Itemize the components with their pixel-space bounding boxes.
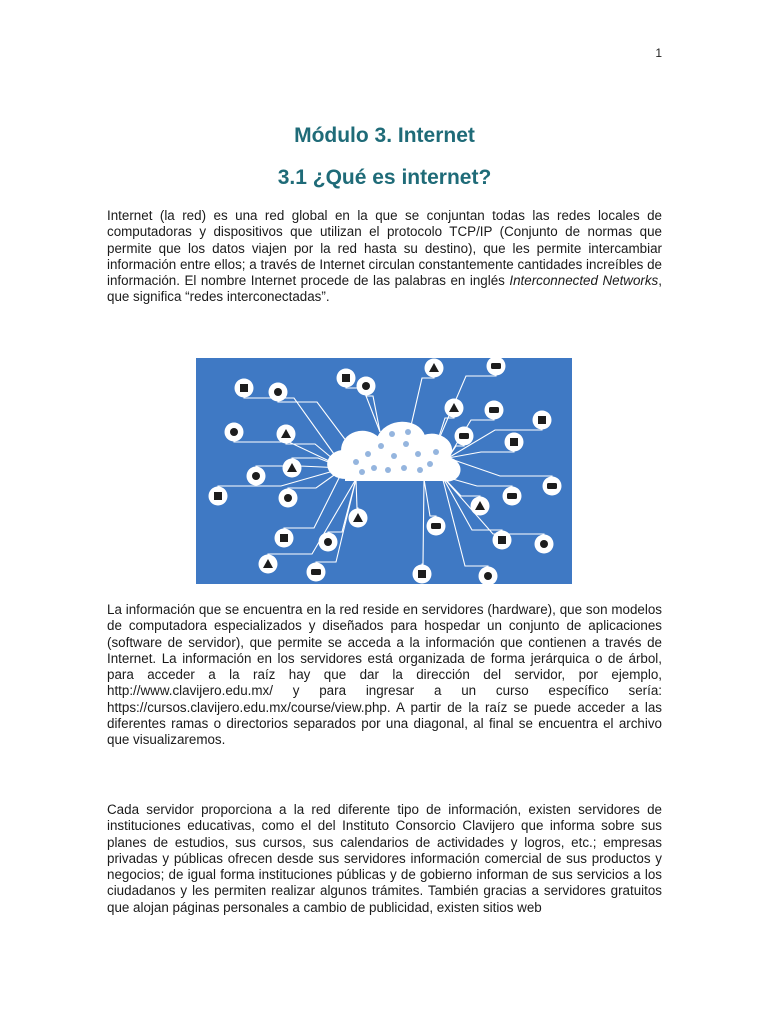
refrigerator-icon (505, 433, 524, 452)
microphone-icon (425, 359, 444, 378)
printer-icon (357, 377, 376, 396)
fan-icon (307, 563, 326, 582)
television-icon (259, 555, 278, 574)
game-controller-icon (277, 425, 296, 444)
lamp-icon (225, 423, 244, 442)
italic-term: Interconnected Networks (509, 273, 659, 289)
paragraph-intro (107, 208, 662, 306)
mobile-phone-icon (283, 459, 302, 478)
scale-icon (427, 517, 446, 536)
paragraph-servers: La información que se encuentra en la red reside en servidores (hardware), que son modelos de computadora especializados y diseñados para hospedar un conjunto de aplicaciones (software de servidor), que permite se acceda a la información que contienen a través de Internet. La información en los servidores está organizada de forma jerárquica o de árbol, para acceder a la raíz hay que dar la dirección del servidor, por ejemplo, http://www.clavijero.edu.mx/ y para ingresar a un curso específico sería: https://cursos.clavijero.edu.mx/course/view.php. A partir de la raíz se puede acceder a las diferentes ramas o directorios separados por una diagonal, al final se encuentra el archivo que visualizaremos. (107, 602, 662, 748)
electric-toothbrush-icon (503, 487, 522, 506)
satellite-icon (543, 477, 562, 496)
paragraph-intro-text: Internet (la red) es una red global en la que se conjuntan todas las redes locales de computadoras y dispositivos que utilizan el protocolo TCP/IP (Conjunto de normas que permite que los datos viajen por la red hasta su destino), que les permite intercambiar información entre ellos; a través de Internet circulan constantemente cantidades increíbles de información. El nombre Internet procede de las palabras en inglés (107, 208, 662, 289)
airplane-icon (275, 529, 294, 548)
speaker-icon (349, 509, 368, 528)
car-icon (533, 411, 552, 430)
section-title: 3.1 ¿Qué es internet? (277, 166, 492, 189)
video-camera-icon (337, 369, 356, 388)
telephone-icon (493, 531, 512, 550)
radio-icon (455, 427, 474, 446)
paragraph-server-types: Cada servidor proporciona a la red diferente tipo de información, existen servidores de instituciones educativas, como el del Instituto Consorcio Clavijero que informa sobre sus planes de estudios, sus cursos, sus calendarios de actividades y logros, etc.; empresas privadas y públicas ofrecen desde sus servidores información comercial de sus productos y negocios; de igual forma instituciones públicas y de gobierno informan de sus servicios a los ciudadanos y les permiten realizar algunos trámites. También gracias a servidores gratuitos que alojan páginas personales a cambio de publicidad, existen sitios web (107, 802, 662, 915)
internet-network-illustration (196, 358, 572, 584)
clock-icon (209, 487, 228, 506)
lightbulb-icon (279, 489, 298, 508)
camera-icon (247, 467, 266, 486)
module-title: Módulo 3. Internet (294, 124, 475, 147)
monitor-icon (485, 401, 504, 420)
page-number: 1 (655, 46, 662, 60)
washing-machine-icon (445, 399, 464, 418)
laptop-icon (535, 535, 554, 554)
paragraph-intro-text: , que significa “redes interconectadas”. (107, 273, 662, 305)
watch-icon (471, 497, 490, 516)
webcam-icon (413, 565, 432, 584)
blender-icon (235, 379, 254, 398)
headphones-icon (269, 383, 288, 402)
drill-icon (319, 533, 338, 552)
